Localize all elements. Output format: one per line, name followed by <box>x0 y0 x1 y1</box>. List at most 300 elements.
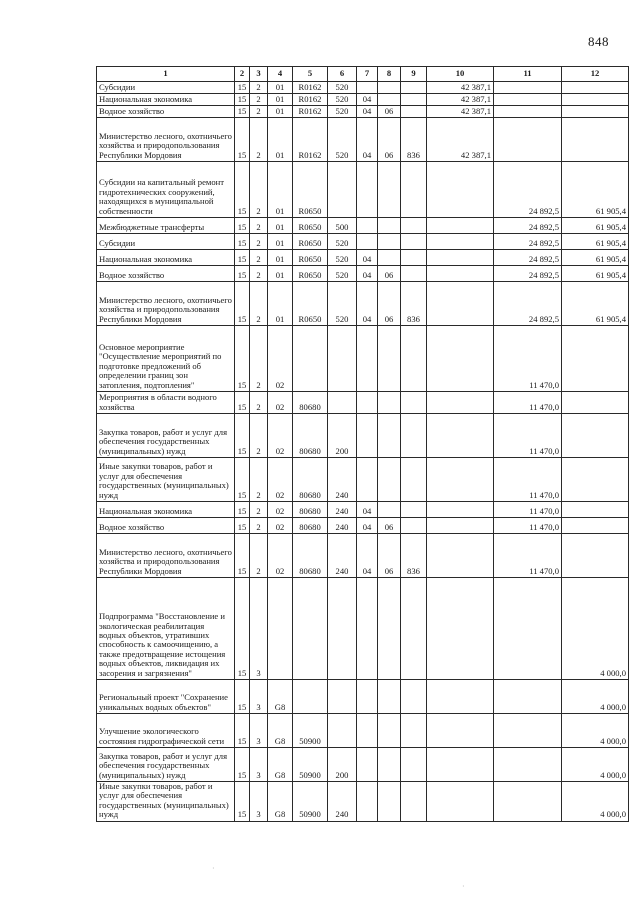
expense-type-cell: 520 <box>328 266 357 282</box>
amount-col11-cell: 24 892,5 <box>494 162 562 218</box>
row-name-cell: Национальная экономика <box>97 94 235 106</box>
table-row <box>97 458 629 502</box>
amount-col11-cell <box>494 94 562 106</box>
amount-col11-cell: 24 892,5 <box>494 282 562 326</box>
table-row <box>97 414 629 458</box>
ministry-code-cell <box>401 458 427 502</box>
amount-col11-cell <box>494 578 562 680</box>
target-code-cell: 50900 <box>293 782 328 822</box>
division-cell: 04 <box>357 534 378 578</box>
program-cell: 02 <box>268 392 293 414</box>
expense-type-cell: 240 <box>328 502 357 518</box>
amount-col12-cell <box>562 518 629 534</box>
ministry-code-cell <box>401 266 427 282</box>
ministry-code-cell <box>401 106 427 118</box>
amount-col10-cell <box>427 162 494 218</box>
amount-col10-cell: 42 387,1 <box>427 106 494 118</box>
division-cell <box>357 218 378 234</box>
row-name-cell: Иные закупки товаров, работ и услуг для обеспечения государственных (муниципальных) нужд <box>97 782 235 822</box>
subdivision-cell: 06 <box>378 518 401 534</box>
division-cell: 04 <box>357 502 378 518</box>
expense-type-cell: 520 <box>328 234 357 250</box>
target-code-cell: 80680 <box>293 414 328 458</box>
table-row <box>97 94 629 106</box>
expense-type-cell: 240 <box>328 518 357 534</box>
section-cell: 15 <box>235 266 250 282</box>
table-row <box>97 680 629 714</box>
target-code-cell: R0650 <box>293 162 328 218</box>
section-cell: 15 <box>235 534 250 578</box>
expense-type-cell: 520 <box>328 94 357 106</box>
amount-col11-cell: 11 470,0 <box>494 392 562 414</box>
division-cell <box>357 414 378 458</box>
target-code-cell: R0162 <box>293 106 328 118</box>
target-code-cell <box>293 680 328 714</box>
subsection-cell: 2 <box>250 534 268 578</box>
table-header-row <box>97 67 629 82</box>
amount-col10-cell <box>427 782 494 822</box>
table-row <box>97 106 629 118</box>
amount-col11-cell <box>494 782 562 822</box>
target-code-cell: 50900 <box>293 714 328 748</box>
row-name-cell: Региональный проект "Сохранение уникальных водных объектов" <box>97 680 235 714</box>
row-name-cell: Субсидии <box>97 82 235 94</box>
section-cell: 15 <box>235 518 250 534</box>
section-cell: 15 <box>235 578 250 680</box>
subsection-cell: 2 <box>250 414 268 458</box>
amount-col11-cell: 11 470,0 <box>494 414 562 458</box>
amount-col11-cell: 11 470,0 <box>494 502 562 518</box>
target-code-cell: R0650 <box>293 250 328 266</box>
scan-speck: · <box>212 864 215 873</box>
target-code-cell: R0650 <box>293 266 328 282</box>
row-name-cell: Межбюджетные трансферты <box>97 218 235 234</box>
row-name-cell: Министерство лесного, охотничьего хозяйства и природопользования Республики Мордовия <box>97 118 235 162</box>
table-row <box>97 714 629 748</box>
subsection-cell: 2 <box>250 250 268 266</box>
program-cell: 02 <box>268 502 293 518</box>
ministry-code-cell: 836 <box>401 534 427 578</box>
page-number: 848 <box>588 34 609 49</box>
subsection-cell: 2 <box>250 162 268 218</box>
row-name-cell: Основное мероприятие "Осуществление мероприятий по подготовке предложений об определении границ зон затопления, подтопления" <box>97 326 235 392</box>
subsection-cell: 2 <box>250 458 268 502</box>
program-cell: G8 <box>268 680 293 714</box>
subdivision-cell <box>378 414 401 458</box>
section-cell: 15 <box>235 118 250 162</box>
amount-col10-cell <box>427 748 494 782</box>
budget-table <box>96 66 629 822</box>
header-cell: 12 <box>562 67 629 82</box>
amount-col12-cell: 61 905,4 <box>562 282 629 326</box>
amount-col12-cell <box>562 534 629 578</box>
row-name-cell: Закупка товаров, работ и услуг для обеспечения государственных (муниципальных) нужд <box>97 748 235 782</box>
ministry-code-cell <box>401 748 427 782</box>
division-cell <box>357 748 378 782</box>
division-cell: 04 <box>357 106 378 118</box>
target-code-cell <box>293 578 328 680</box>
row-name-cell: Подпрограмма "Восстановление и экологическая реабилитация водных объектов, утративших способность к самоочищению, а также предотвращение истощения водных объектов, ликвидация их засорения и загрязнения" <box>97 578 235 680</box>
amount-col11-cell <box>494 748 562 782</box>
program-cell: 01 <box>268 282 293 326</box>
ministry-code-cell <box>401 82 427 94</box>
table-row <box>97 250 629 266</box>
scan-speck: · <box>462 882 465 891</box>
section-cell: 15 <box>235 250 250 266</box>
amount-col12-cell <box>562 82 629 94</box>
subdivision-cell <box>378 578 401 680</box>
amount-col11-cell: 24 892,5 <box>494 250 562 266</box>
division-cell: 04 <box>357 250 378 266</box>
row-name-cell: Министерство лесного, охотничьего хозяйства и природопользования Республики Мордовия <box>97 282 235 326</box>
amount-col12-cell: 4 000,0 <box>562 578 629 680</box>
amount-col10-cell <box>427 218 494 234</box>
program-cell: 02 <box>268 518 293 534</box>
amount-col12-cell: 61 905,4 <box>562 162 629 218</box>
header-cell: 5 <box>293 67 328 82</box>
subsection-cell: 2 <box>250 392 268 414</box>
expense-type-cell <box>328 162 357 218</box>
division-cell <box>357 82 378 94</box>
subsection-cell: 3 <box>250 714 268 748</box>
target-code-cell: R0650 <box>293 218 328 234</box>
target-code-cell: 80680 <box>293 392 328 414</box>
program-cell: 01 <box>268 266 293 282</box>
program-cell: 02 <box>268 326 293 392</box>
subdivision-cell <box>378 326 401 392</box>
row-name-cell: Субсидии <box>97 234 235 250</box>
target-code-cell <box>293 326 328 392</box>
section-cell: 15 <box>235 218 250 234</box>
amount-col10-cell <box>427 680 494 714</box>
target-code-cell: R0650 <box>293 282 328 326</box>
division-cell: 04 <box>357 94 378 106</box>
expense-type-cell <box>328 392 357 414</box>
expense-type-cell: 520 <box>328 82 357 94</box>
table-body <box>97 82 629 822</box>
program-cell: G8 <box>268 782 293 822</box>
subsection-cell: 2 <box>250 518 268 534</box>
table-row <box>97 218 629 234</box>
subdivision-cell: 06 <box>378 106 401 118</box>
amount-col10-cell <box>427 414 494 458</box>
header-cell: 10 <box>427 67 494 82</box>
subdivision-cell <box>378 250 401 266</box>
amount-col10-cell <box>427 326 494 392</box>
header-cell: 1 <box>97 67 235 82</box>
target-code-cell: R0162 <box>293 82 328 94</box>
program-cell: 01 <box>268 234 293 250</box>
division-cell <box>357 714 378 748</box>
table-row <box>97 578 629 680</box>
section-cell: 15 <box>235 392 250 414</box>
ministry-code-cell <box>401 392 427 414</box>
header-cell: 2 <box>235 67 250 82</box>
expense-type-cell <box>328 714 357 748</box>
amount-col12-cell: 4 000,0 <box>562 782 629 822</box>
section-cell: 15 <box>235 326 250 392</box>
amount-col12-cell <box>562 502 629 518</box>
table-row <box>97 266 629 282</box>
subdivision-cell <box>378 782 401 822</box>
subsection-cell: 3 <box>250 680 268 714</box>
ministry-code-cell <box>401 94 427 106</box>
subsection-cell: 2 <box>250 234 268 250</box>
row-name-cell: Улучшение экологического состояния гидрографической сети <box>97 714 235 748</box>
row-name-cell: Иные закупки товаров, работ и услуг для обеспечения государственных (муниципальных) нужд <box>97 458 235 502</box>
amount-col11-cell <box>494 82 562 94</box>
amount-col12-cell: 61 905,4 <box>562 234 629 250</box>
subsection-cell: 2 <box>250 106 268 118</box>
amount-col12-cell <box>562 414 629 458</box>
amount-col12-cell <box>562 458 629 502</box>
program-cell: 01 <box>268 94 293 106</box>
amount-col10-cell <box>427 578 494 680</box>
section-cell: 15 <box>235 748 250 782</box>
program-cell: G8 <box>268 748 293 782</box>
amount-col10-cell: 42 387,1 <box>427 82 494 94</box>
amount-col11-cell: 11 470,0 <box>494 518 562 534</box>
subdivision-cell <box>378 162 401 218</box>
subdivision-cell: 06 <box>378 282 401 326</box>
section-cell: 15 <box>235 458 250 502</box>
amount-col12-cell <box>562 94 629 106</box>
amount-col10-cell <box>427 282 494 326</box>
amount-col10-cell <box>427 502 494 518</box>
amount-col12-cell: 61 905,4 <box>562 266 629 282</box>
program-cell <box>268 578 293 680</box>
header-cell: 4 <box>268 67 293 82</box>
division-cell <box>357 680 378 714</box>
amount-col12-cell <box>562 326 629 392</box>
header-cell: 9 <box>401 67 427 82</box>
division-cell: 04 <box>357 118 378 162</box>
subsection-cell: 2 <box>250 118 268 162</box>
subdivision-cell <box>378 458 401 502</box>
subdivision-cell: 06 <box>378 266 401 282</box>
division-cell <box>357 392 378 414</box>
amount-col12-cell: 4 000,0 <box>562 748 629 782</box>
target-code-cell: R0162 <box>293 94 328 106</box>
division-cell <box>357 458 378 502</box>
program-cell: 02 <box>268 458 293 502</box>
section-cell: 15 <box>235 234 250 250</box>
expense-type-cell: 240 <box>328 782 357 822</box>
division-cell: 04 <box>357 282 378 326</box>
section-cell: 15 <box>235 414 250 458</box>
header-cell: 3 <box>250 67 268 82</box>
amount-col10-cell <box>427 234 494 250</box>
subdivision-cell <box>378 392 401 414</box>
target-code-cell: R0162 <box>293 118 328 162</box>
division-cell <box>357 234 378 250</box>
amount-col12-cell <box>562 392 629 414</box>
ministry-code-cell <box>401 518 427 534</box>
program-cell: 01 <box>268 82 293 94</box>
division-cell <box>357 578 378 680</box>
amount-col12-cell: 4 000,0 <box>562 680 629 714</box>
row-name-cell: Национальная экономика <box>97 502 235 518</box>
row-name-cell: Закупка товаров, работ и услуг для обеспечения государственных (муниципальных) нужд <box>97 414 235 458</box>
target-code-cell: 80680 <box>293 502 328 518</box>
subsection-cell: 3 <box>250 578 268 680</box>
expense-type-cell: 520 <box>328 250 357 266</box>
table-row <box>97 518 629 534</box>
ministry-code-cell <box>401 714 427 748</box>
amount-col10-cell <box>427 250 494 266</box>
expense-type-cell: 240 <box>328 534 357 578</box>
header-cell: 11 <box>494 67 562 82</box>
subsection-cell: 2 <box>250 94 268 106</box>
section-cell: 15 <box>235 782 250 822</box>
expense-type-cell: 200 <box>328 748 357 782</box>
ministry-code-cell: 836 <box>401 118 427 162</box>
program-cell: 02 <box>268 414 293 458</box>
table-row <box>97 782 629 822</box>
program-cell: 01 <box>268 218 293 234</box>
amount-col12-cell: 61 905,4 <box>562 250 629 266</box>
table-row <box>97 502 629 518</box>
amount-col11-cell: 11 470,0 <box>494 326 562 392</box>
target-code-cell: R0650 <box>293 234 328 250</box>
expense-type-cell: 520 <box>328 106 357 118</box>
subsection-cell: 2 <box>250 82 268 94</box>
row-name-cell: Национальная экономика <box>97 250 235 266</box>
subdivision-cell <box>378 218 401 234</box>
subsection-cell: 3 <box>250 782 268 822</box>
ministry-code-cell <box>401 218 427 234</box>
amount-col10-cell <box>427 392 494 414</box>
header-cell: 6 <box>328 67 357 82</box>
row-name-cell: Мероприятия в области водного хозяйства <box>97 392 235 414</box>
subdivision-cell: 06 <box>378 534 401 578</box>
row-name-cell: Субсидии на капитальный ремонт гидротехнических сооружений, находящихся в муниципальной собственности <box>97 162 235 218</box>
section-cell: 15 <box>235 282 250 326</box>
division-cell: 04 <box>357 266 378 282</box>
ministry-code-cell <box>401 680 427 714</box>
amount-col10-cell <box>427 266 494 282</box>
amount-col11-cell <box>494 118 562 162</box>
division-cell <box>357 782 378 822</box>
program-cell: 01 <box>268 250 293 266</box>
table-row <box>97 234 629 250</box>
division-cell <box>357 162 378 218</box>
ministry-code-cell <box>401 162 427 218</box>
subsection-cell: 2 <box>250 326 268 392</box>
subdivision-cell <box>378 680 401 714</box>
target-code-cell: 80680 <box>293 458 328 502</box>
subdivision-cell <box>378 502 401 518</box>
subdivision-cell <box>378 234 401 250</box>
table-row <box>97 392 629 414</box>
section-cell: 15 <box>235 94 250 106</box>
amount-col11-cell <box>494 106 562 118</box>
table-row <box>97 534 629 578</box>
table-row <box>97 282 629 326</box>
expense-type-cell <box>328 326 357 392</box>
table-row <box>97 326 629 392</box>
target-code-cell: 50900 <box>293 748 328 782</box>
table-row <box>97 118 629 162</box>
section-cell: 15 <box>235 82 250 94</box>
expense-type-cell: 240 <box>328 458 357 502</box>
expense-type-cell: 520 <box>328 118 357 162</box>
subsection-cell: 2 <box>250 218 268 234</box>
subdivision-cell <box>378 714 401 748</box>
amount-col10-cell <box>427 714 494 748</box>
amount-col12-cell <box>562 118 629 162</box>
program-cell: 01 <box>268 118 293 162</box>
amount-col11-cell: 24 892,5 <box>494 266 562 282</box>
header-cell: 7 <box>357 67 378 82</box>
row-name-cell: Водное хозяйство <box>97 266 235 282</box>
amount-col11-cell: 11 470,0 <box>494 458 562 502</box>
amount-col11-cell <box>494 714 562 748</box>
target-code-cell: 80680 <box>293 518 328 534</box>
ministry-code-cell <box>401 250 427 266</box>
section-cell: 15 <box>235 714 250 748</box>
section-cell: 15 <box>235 502 250 518</box>
subsection-cell: 2 <box>250 266 268 282</box>
ministry-code-cell <box>401 782 427 822</box>
amount-col11-cell: 24 892,5 <box>494 218 562 234</box>
program-cell: 01 <box>268 162 293 218</box>
subsection-cell: 2 <box>250 282 268 326</box>
target-code-cell: 80680 <box>293 534 328 578</box>
ministry-code-cell <box>401 326 427 392</box>
amount-col10-cell: 42 387,1 <box>427 94 494 106</box>
table-row <box>97 82 629 94</box>
subsection-cell: 3 <box>250 748 268 782</box>
ministry-code-cell: 836 <box>401 282 427 326</box>
ministry-code-cell <box>401 502 427 518</box>
row-name-cell: Водное хозяйство <box>97 518 235 534</box>
amount-col12-cell: 4 000,0 <box>562 714 629 748</box>
row-name-cell: Министерство лесного, охотничьего хозяйства и природопользования Республики Мордовия <box>97 534 235 578</box>
amount-col12-cell <box>562 106 629 118</box>
header-cell: 8 <box>378 67 401 82</box>
division-cell <box>357 326 378 392</box>
section-cell: 15 <box>235 680 250 714</box>
amount-col10-cell <box>427 518 494 534</box>
ministry-code-cell <box>401 578 427 680</box>
row-name-cell: Водное хозяйство <box>97 106 235 118</box>
amount-col10-cell: 42 387,1 <box>427 118 494 162</box>
subdivision-cell: 06 <box>378 118 401 162</box>
subsection-cell: 2 <box>250 502 268 518</box>
table-row <box>97 748 629 782</box>
section-cell: 15 <box>235 106 250 118</box>
expense-type-cell: 520 <box>328 282 357 326</box>
division-cell: 04 <box>357 518 378 534</box>
subdivision-cell <box>378 748 401 782</box>
amount-col11-cell: 11 470,0 <box>494 534 562 578</box>
amount-col12-cell: 61 905,4 <box>562 218 629 234</box>
table-row <box>97 162 629 218</box>
ministry-code-cell <box>401 414 427 458</box>
expense-type-cell: 500 <box>328 218 357 234</box>
amount-col11-cell <box>494 680 562 714</box>
amount-col11-cell: 24 892,5 <box>494 234 562 250</box>
ministry-code-cell <box>401 234 427 250</box>
subdivision-cell <box>378 82 401 94</box>
amount-col10-cell <box>427 458 494 502</box>
program-cell: 02 <box>268 534 293 578</box>
expense-type-cell: 200 <box>328 414 357 458</box>
expense-type-cell <box>328 680 357 714</box>
section-cell: 15 <box>235 162 250 218</box>
expense-type-cell <box>328 578 357 680</box>
